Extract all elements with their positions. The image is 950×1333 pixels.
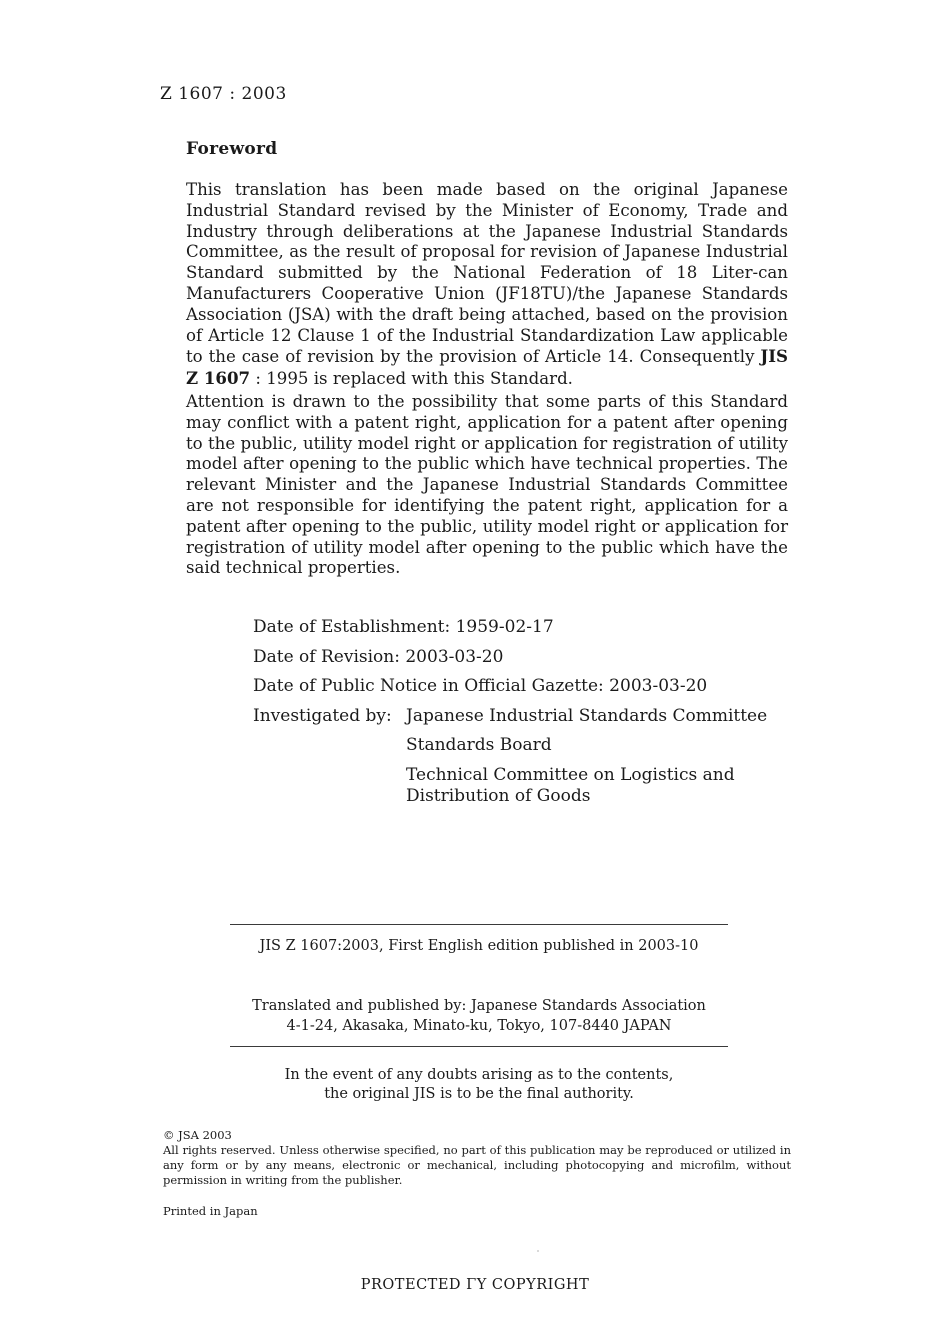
authority-note-line-1: In the event of any doubts arising as to the contents, — [284, 1067, 674, 1083]
protected-footer: PROTECTED ΓY COPYRIGHT — [360, 1277, 590, 1293]
standard-reference: JIS Z 1607 — [186, 346, 788, 389]
date-of-establishment: Date of Establishment: 1959-02-17 — [253, 617, 554, 637]
authority-note — [230, 1066, 728, 1104]
copyright-block — [163, 1128, 791, 1188]
foreword-paragraph-2: Attention is drawn to the possibility that some parts of this Standard may conflict with a patent right, application for a patent after opening to the public, utility model right or application for registration of utility model after opening to the public which have technical properties. The relevant Minister and the Japanese Industrial Standards Committee are not responsible for identifying the patent right, application for a patent after opening to the public, utility model right or application for registration of utility model after opening to the public which have the said technical properties. — [186, 392, 788, 578]
foreword-heading: Foreword — [186, 139, 278, 159]
publisher-line: Translated and published by: Japanese Standards Association — [252, 998, 706, 1014]
publisher-block — [230, 996, 728, 1036]
investigated-by-label: Investigated by: — [253, 706, 392, 726]
printed-in: Printed in Japan — [163, 1204, 258, 1218]
edition-line: JIS Z 1607:2003, First English edition published in 2003-10 — [259, 938, 699, 954]
rights-statement: All rights reserved. Unless otherwise specified, no part of this publication may be reproduced or utilized in any form or by any means, electronic or mechanical, including photocopying and microfilm, without permission in writing from the publisher. — [163, 1143, 791, 1187]
authority-note-line-2: the original JIS is to be the final authority. — [324, 1086, 634, 1102]
date-of-revision: Date of Revision: 2003-03-20 — [253, 647, 504, 667]
investigated-by-board: Standards Board — [406, 735, 552, 755]
divider-top — [230, 924, 728, 925]
investigated-by-technical-committee: Technical Committee on Logistics and Distribution of Goods — [406, 765, 735, 806]
divider-bottom — [230, 1046, 728, 1047]
copyright-holder: © JSA 2003 — [163, 1128, 232, 1142]
foreword-para1-tail: : 1995 is replaced with this Standard. — [250, 369, 573, 389]
document-code: Z 1607 : 2003 — [160, 84, 287, 104]
scan-speck — [537, 1250, 539, 1252]
publisher-address: 4-1-24, Akasaka, Minato-ku, Tokyo, 107-8440 JAPAN — [286, 1018, 672, 1034]
investigated-by-committee: Japanese Industrial Standards Committee — [406, 706, 768, 726]
foreword-paragraph-1 — [186, 180, 788, 390]
date-of-public-notice: Date of Public Notice in Official Gazette: 2003-03-20 — [253, 676, 708, 696]
foreword-para1-text: This translation has been made based on the original Japanese Industrial Standard revised by the Minister of Economy, Trade and Industry through deliberations at the Japanese Industrial Standards Committee, as the result of proposal for revision of Japanese Industrial Standard submitted by the National Federation of 18 Liter-can Manufacturers Cooperative Union (JF18TU)/the Japanese Standards Association (JSA) with the draft being attached, based on the provision of Article 12 Clause 1 of the Industrial Standardization Law applicable to the case of revision by the provision of Article 14. Consequently — [186, 180, 788, 367]
